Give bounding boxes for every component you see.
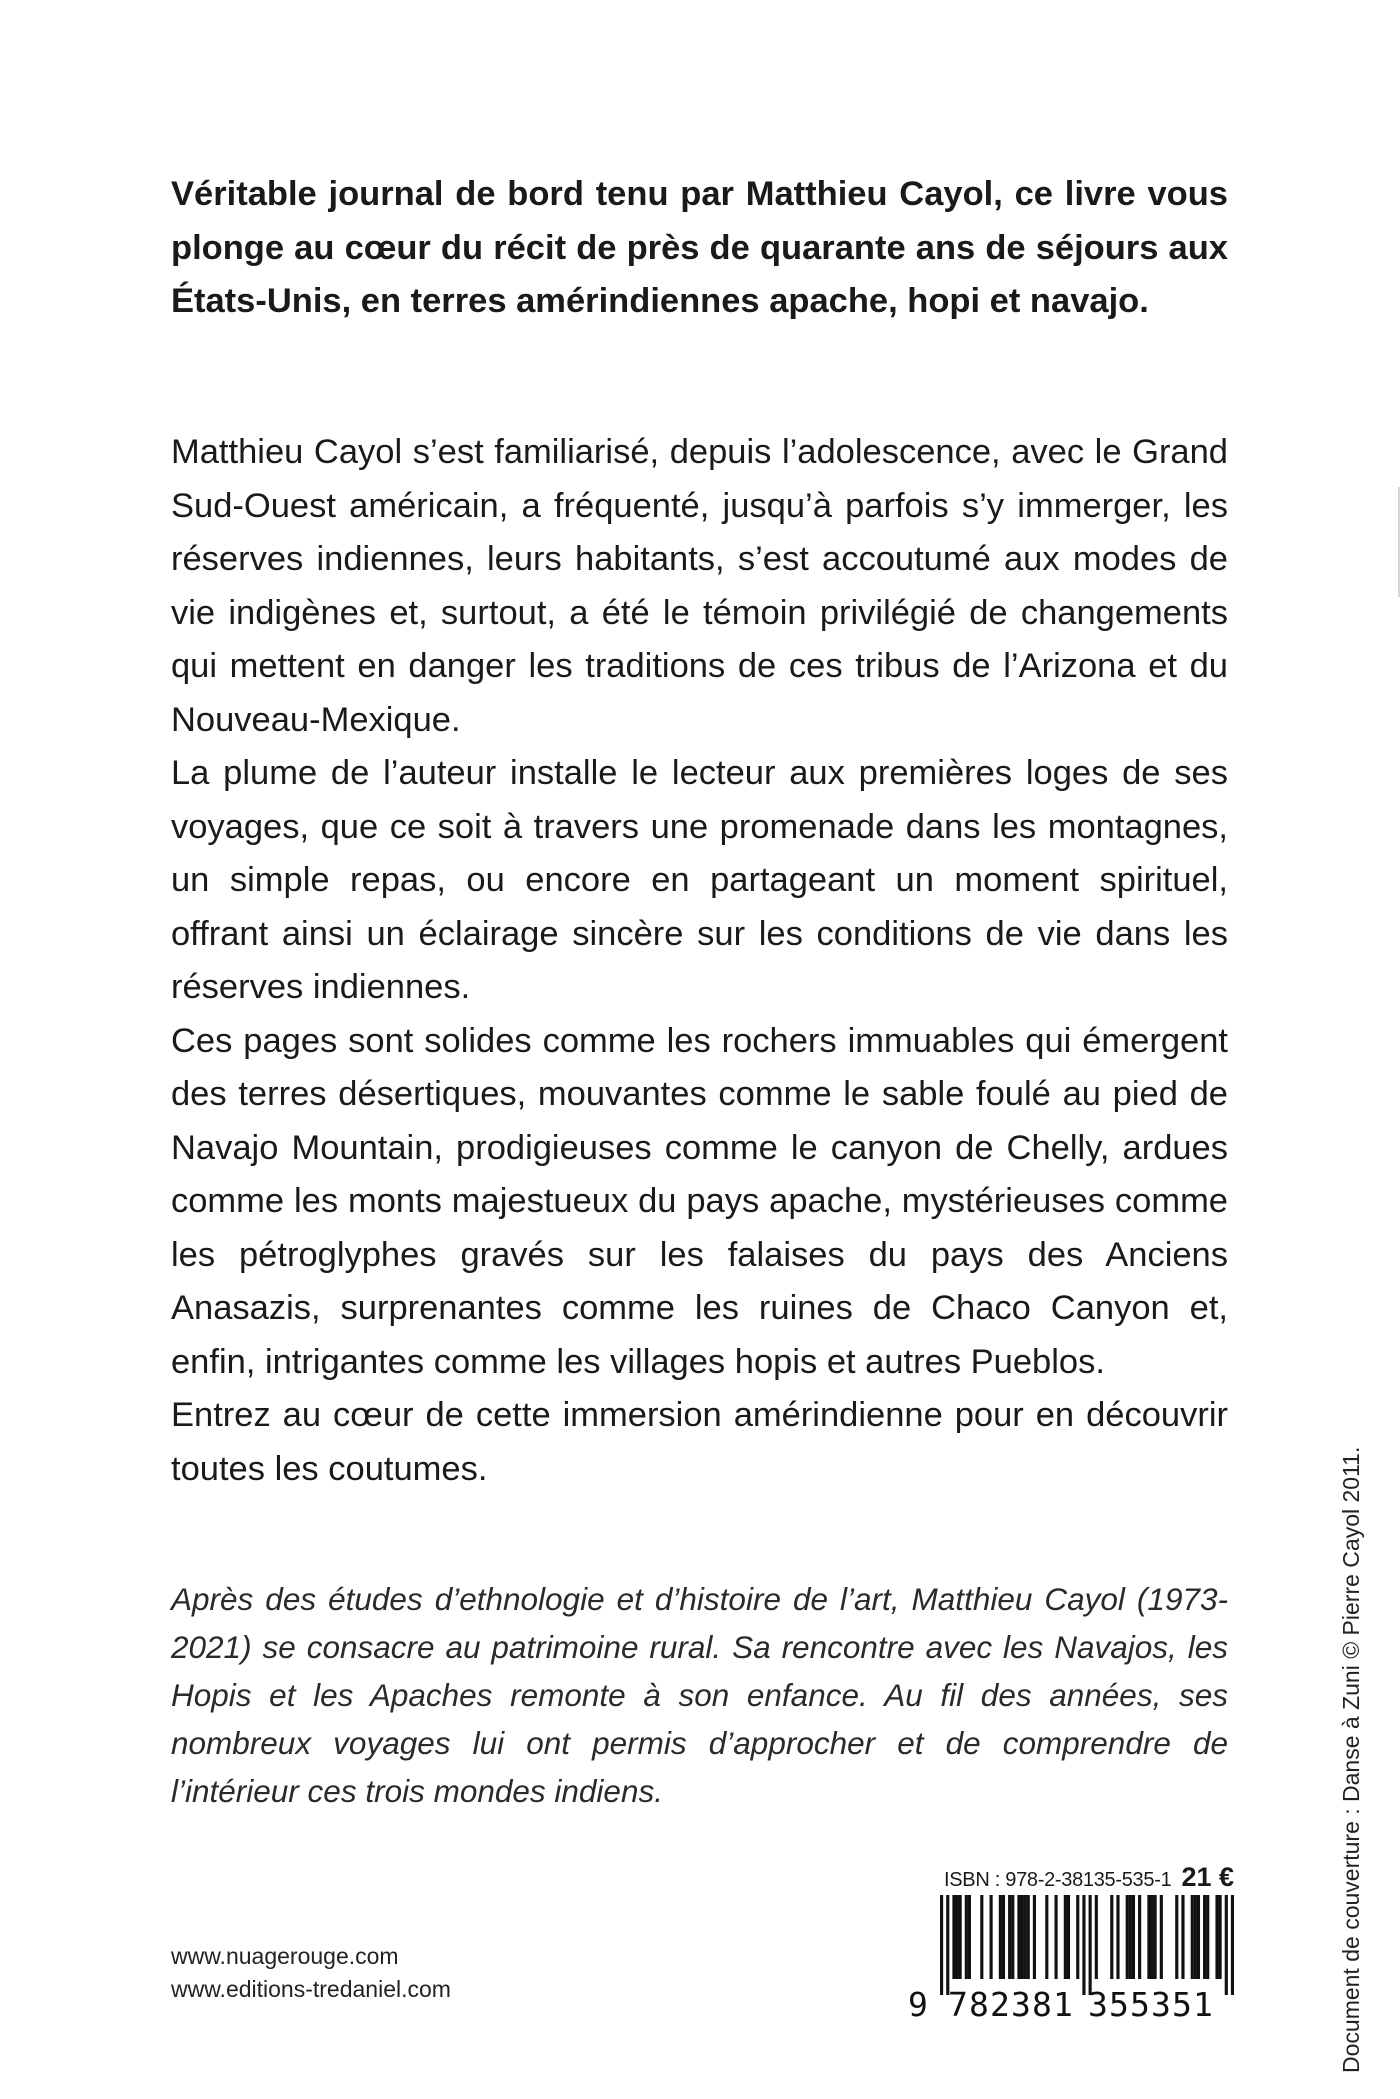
author-bio-text: Après des études d’ethnologie et d’histoire de l’art, Matthieu Cayol (1973-2021) se consacre au patrimoine rural. Sa rencontre avec les Navajos, les Hopis et les Apaches remonte à son enfance. Au fil des années, ses nombreux voyages lui ont permis d’approcher et de comprendre de l’intérieur ces trois mondes indiens. bbox=[171, 1581, 1228, 1809]
barcode-bar bbox=[1194, 1895, 1197, 1979]
intro-text: Véritable journal de bord tenu par Matthieu Cayol, ce livre vous plonge au cœur du récit de près de quarante ans de séjours aux États-Unis, en terres amérindiennes apache, hopi et navajo. bbox=[171, 175, 1228, 320]
isbn-price-row bbox=[944, 1862, 1234, 1893]
description-paragraph-2: La plume de l’auteur installe le lecteur aux premières loges de ses voyages, que ce soit à travers une promenade dans les montagnes, un simple repas, ou encore en partageant un moment spirituel, offrant ainsi un éclairage sincère sur les conditions de vie dans les réserves indiennes. bbox=[171, 754, 1228, 1006]
barcode-bar bbox=[1095, 1895, 1098, 1979]
barcode-bar bbox=[1020, 1895, 1023, 1979]
barcode-bar bbox=[1129, 1895, 1132, 1979]
barcode-bar bbox=[968, 1895, 971, 1979]
barcode-digit: 2 bbox=[990, 1985, 1010, 2024]
barcode-digit: 9 bbox=[908, 1985, 928, 2024]
description-paragraph-3: Ces pages sont solides comme les rochers immuables qui émergent des terres désertiques, mouvantes comme le sable foulé au pied de Navajo Mountain, prodigieuses comme le canyon de Chelly, ardues comme les monts majestueux du pays apache, mystérieuses comme les pétroglyphes gravés sur les falaises du pays des Anciens Anasazis, surprenantes comme les ruines de Chaco Canyon et, enfin, intrigantes comme les villages hopis et autres Pueblos. bbox=[171, 1021, 1228, 1381]
barcode-digit: 8 bbox=[969, 1985, 989, 2024]
barcode-digit: 3 bbox=[1011, 1985, 1031, 2024]
barcode-digit: 1 bbox=[1193, 1985, 1213, 2024]
barcode-bar bbox=[1064, 1895, 1067, 1979]
barcode-bar bbox=[1076, 1895, 1079, 1979]
barcode-bar bbox=[1219, 1895, 1222, 1979]
barcode-bar bbox=[1191, 1895, 1194, 1979]
author-bio bbox=[171, 1575, 1228, 1815]
barcode-bar bbox=[1175, 1895, 1178, 1979]
barcode-bar bbox=[1132, 1895, 1135, 1979]
isbn-number: ISBN : 978-2-38135-535-1 bbox=[944, 1869, 1172, 1891]
cover-credit: Document de couverture : Danse à Zuni © Pierre Cayol 2011. bbox=[1338, 1446, 1364, 2073]
publisher-link-nuagerouge[interactable]: www.nuagerouge.com bbox=[171, 1943, 399, 1969]
barcode-bar bbox=[1055, 1895, 1058, 1979]
description-paragraph-4: Entrez au cœur de cette immersion amérindienne pour en découvrir toutes les coutumes. bbox=[171, 1396, 1228, 1488]
barcode-digit: 3 bbox=[1088, 1985, 1108, 2024]
intro-paragraph bbox=[171, 168, 1228, 329]
barcode-bar bbox=[1147, 1895, 1150, 1979]
barcode-bar bbox=[1033, 1895, 1036, 1979]
barcode-bar bbox=[1160, 1895, 1163, 1979]
barcode-bar bbox=[1045, 1895, 1048, 1979]
barcode-bar bbox=[1203, 1895, 1206, 1979]
barcode-bar bbox=[959, 1895, 962, 1979]
barcode-bar bbox=[1215, 1895, 1218, 1979]
barcode-bar bbox=[1110, 1895, 1113, 1979]
description-paragraph-1: Matthieu Cayol s’est familiarisé, depuis l’adolescence, avec le Grand Sud-Ouest américain, a fréquenté, jusqu’à parfois s’y immerger, les réserves indiennes, leurs habitants, s’est accoutumé aux modes de vie indigènes et, surtout, a été le témoin privilégié de changements qui mettent en danger les traditions de ces tribus de l’Arizona et du Nouveau-Mexique. bbox=[171, 433, 1228, 739]
barcode-bar bbox=[1126, 1895, 1129, 1979]
barcode-bar bbox=[1197, 1895, 1200, 1979]
barcode-bar bbox=[999, 1895, 1002, 1979]
barcode-bar bbox=[1002, 1895, 1005, 1979]
barcode-bar bbox=[1027, 1895, 1030, 1979]
barcode-bar bbox=[952, 1895, 955, 1979]
barcode-bar bbox=[990, 1895, 993, 1979]
barcode-bar bbox=[1138, 1895, 1141, 1979]
barcode-bar bbox=[1024, 1895, 1027, 1979]
barcode-bar bbox=[1011, 1895, 1014, 1979]
barcode-bar bbox=[1116, 1895, 1119, 1979]
barcode-digit: 5 bbox=[1172, 1985, 1192, 2024]
barcode-bar bbox=[1008, 1895, 1011, 1979]
barcode-digit: 8 bbox=[1032, 1985, 1052, 2024]
barcode-digit: 3 bbox=[1151, 1985, 1171, 2024]
barcode-digit: 7 bbox=[948, 1985, 968, 2024]
price-label: 21 € bbox=[1181, 1862, 1234, 1892]
barcode-digit: 5 bbox=[1109, 1985, 1129, 2024]
barcode-bar bbox=[1150, 1895, 1153, 1979]
barcode-bar bbox=[1017, 1895, 1020, 1979]
barcode-bar bbox=[1206, 1895, 1209, 1979]
barcode-digit: 1 bbox=[1053, 1985, 1073, 2024]
barcode-bar bbox=[980, 1895, 983, 1979]
publisher-link-tredaniel[interactable]: www.editions-tredaniel.com bbox=[171, 1976, 451, 2002]
barcode-bar bbox=[965, 1895, 968, 1979]
barcode-digits bbox=[908, 1980, 1236, 2030]
barcode-digit: 5 bbox=[1130, 1985, 1150, 2024]
barcode-bar bbox=[955, 1895, 958, 1979]
barcode-bar bbox=[1067, 1895, 1070, 1979]
barcode-bar bbox=[1181, 1895, 1184, 1979]
description-body bbox=[171, 426, 1228, 1496]
publisher-links bbox=[171, 1940, 451, 2006]
barcode-bar bbox=[1154, 1895, 1157, 1979]
